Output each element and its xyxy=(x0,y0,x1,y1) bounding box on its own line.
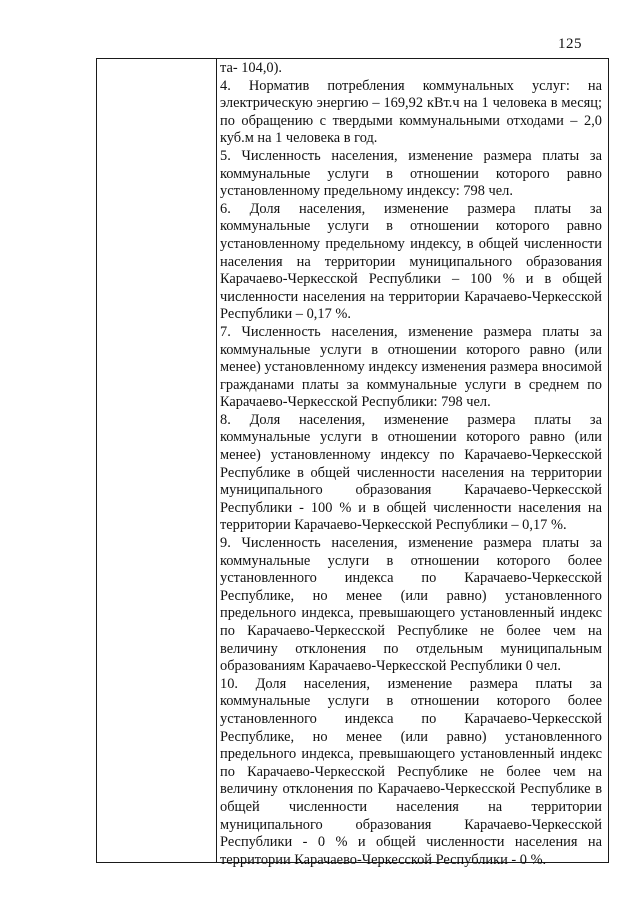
paragraph-item-7: 7. Численность населения, изменение размера платы за коммунальные услуги в отношении которого равно (или менее) установленному индексу изменения размера вносимой гражданами платы за коммунальные услуги в среднем по Карачаево-Черкесской Республики: 798 чел. xyxy=(220,323,602,411)
document-table xyxy=(96,58,609,868)
column-divider xyxy=(216,59,217,862)
paragraph-item-9: 9. Численность населения, изменение размера платы за коммунальные услуги в отношении которого более установленного индекса по Карачаево-Черкесской Республике, но менее (или равно) установленного предельного индекса, превышающего установленный индекс по Карачаево-Черкесской Республике не более чем на величину отклонения по отдельным муниципальным образованиям Карачаево-Черкесской Республики 0 чел. xyxy=(220,535,602,675)
paragraph-item-5: 5. Численность населения, изменение размера платы за коммунальные услуги в отношении которого равно установленному предельному индексу: 798 чел. xyxy=(220,147,602,200)
right-text-cell xyxy=(220,60,602,869)
paragraph-item-10: 10. Доля населения, изменение размера платы за коммунальные услуги в отношении которого более установленного индекса по Карачаево-Черкесской Республике, но менее (или равно) установленного предельного индекса, превышающего установленный индекс по Карачаево-Черкесской Республике не более чем на величину отклонения по Карачаево-Черкесской Республике в общей численности населения на территории муниципального образования Карачаево-Черкесской Республики - 0 % и общей численности населения на территории Карачаево-Черкесской Республики - 0 %. xyxy=(220,675,602,868)
paragraph-item-6: 6. Доля населения, изменение размера платы за коммунальные услуги в отношении которого равно установленному предельному индексу, в общей численности населения на территории муниципального образования Карачаево-Черкесской Республики – 100 % и в общей численности населения на территории Карачаево-Черкесской Республики – 0,17 %. xyxy=(220,200,602,323)
paragraph-continuation: та- 104,0). xyxy=(220,60,283,76)
paragraph-item-4: 4. Норматив потребления коммунальных услуг: на электрическую энергию – 169,92 кВт.ч на 1 человека в месяц; по обращению с твердыми коммунальными отходами – 2,0 куб.м на 1 человека в год. xyxy=(220,77,602,147)
page-number: 125 xyxy=(558,36,582,52)
paragraph-item-8: 8. Доля населения, изменение размера платы за коммунальные услуги в отношении которого равно (или менее) установленному индексу по Карачаево-Черкесской Республике в общей численности населения на территории муниципального образования Карачаево-Черкесской Республики - 100 % и в общей численности населения на территории Карачаево-Черкесской Республики – 0,17 %. xyxy=(220,411,602,534)
